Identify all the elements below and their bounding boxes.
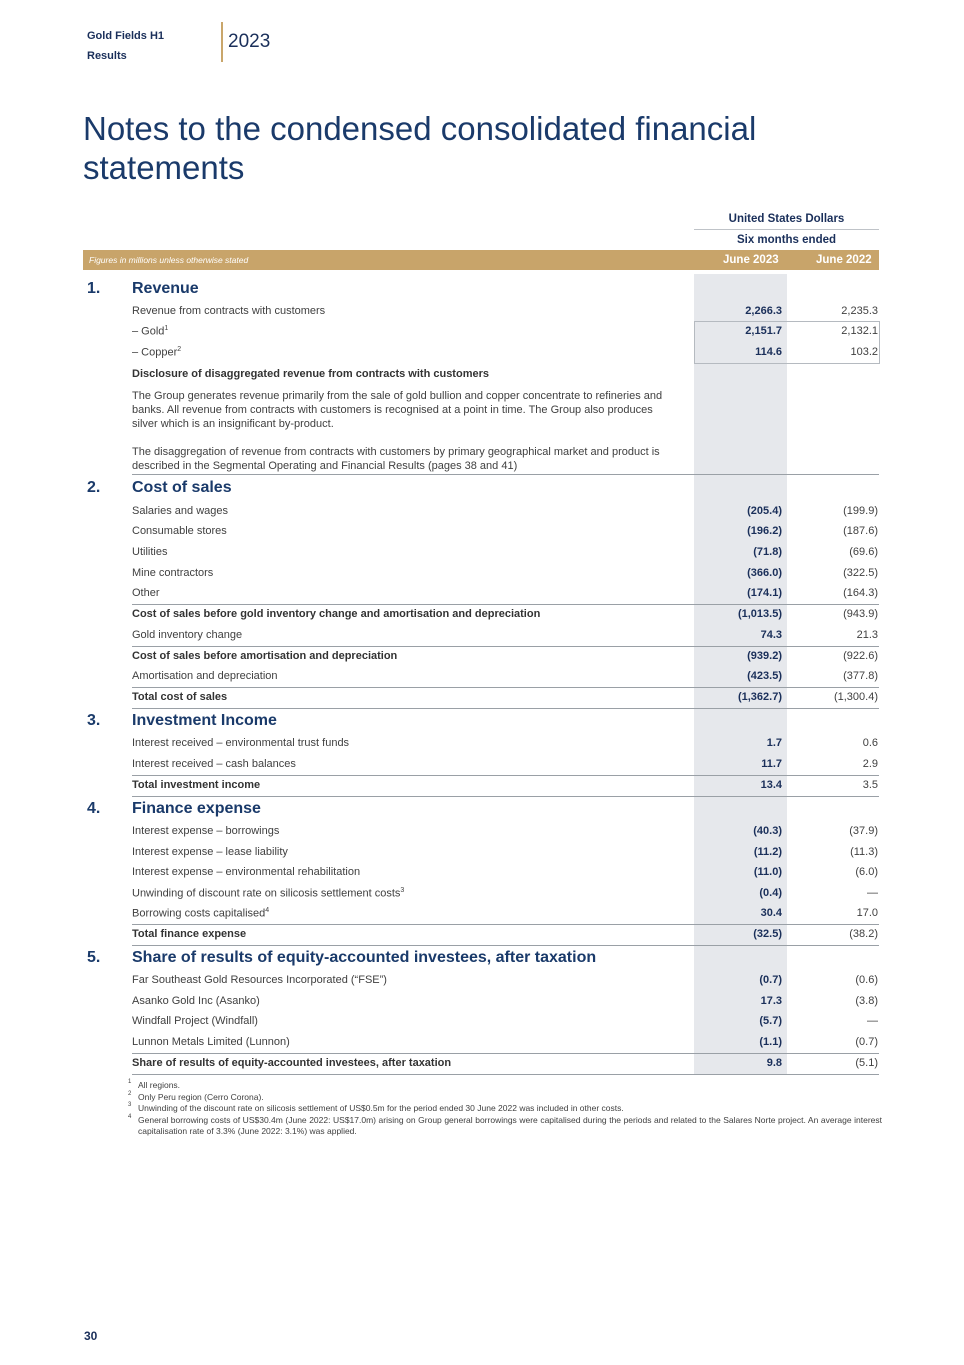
value-2022: (199.9) <box>843 505 878 517</box>
footnote-ref: 4 <box>265 907 270 914</box>
total-row <box>132 775 879 797</box>
disaggregation-paragraph: The disaggregation of revenue from contracts with customers by primary geographical market and product is described in the Segmental Operating and Financial Results (pages 38 and 41) <box>132 446 660 472</box>
section-number: 1. <box>87 280 101 297</box>
row-label <box>132 887 404 900</box>
section-divider <box>132 474 879 475</box>
row-label: Cost of sales before gold inventory change and amortisation and depreciation <box>132 608 541 620</box>
value-2022: (5.1) <box>855 1057 878 1069</box>
section-number: 4. <box>87 800 101 817</box>
value-2023: (366.0) <box>747 567 782 579</box>
table-row <box>132 502 879 522</box>
heading-divider <box>694 229 879 230</box>
section-title: Revenue <box>132 280 199 297</box>
total-row <box>132 687 879 709</box>
value-2022: (6.0) <box>855 866 878 878</box>
section-number: 2. <box>87 479 101 496</box>
row-label: Interest expense – borrowings <box>132 825 280 837</box>
row-label: Windfall Project (Windfall) <box>132 1015 258 1027</box>
value-2023: (0.4) <box>759 887 782 899</box>
table-row <box>132 822 879 842</box>
page-number: 30 <box>84 1329 98 1343</box>
header-year: 2023 <box>228 31 271 52</box>
row-label: Share of results of equity-accounted investees, after taxation <box>132 1057 452 1069</box>
total-row <box>132 924 879 946</box>
section-title: Investment Income <box>132 712 277 729</box>
header-company-block <box>87 26 164 66</box>
footnote <box>128 1080 882 1091</box>
row-label <box>132 346 181 359</box>
value-2022: (187.6) <box>843 525 878 537</box>
value-2023: (1.1) <box>759 1036 782 1048</box>
row-label: Asanko Gold Inc (Asanko) <box>132 995 260 1007</box>
section-finance-expense-heading <box>87 800 261 818</box>
value-2022: (37.9) <box>849 825 878 837</box>
disaggregation-subheading: Disclosure of disaggregated revenue from contracts with customers <box>132 368 489 380</box>
value-2022: (11.3) <box>850 846 878 858</box>
subtotal-row <box>132 646 879 667</box>
footnote-mark: 1 <box>128 1079 132 1085</box>
section-cost-of-sales-heading <box>87 479 232 497</box>
value-2023: (174.1) <box>747 587 782 599</box>
table-row <box>132 584 879 604</box>
section-revenue-heading <box>87 280 199 298</box>
revenue-paragraph: The Group generates revenue primarily from the sale of gold bullion and copper concentrate to refineries and banks. All revenue from contracts with customers is recognised at a point in time. The Group also produces silver which is an insignificant by-product. <box>132 390 663 430</box>
value-2022: 3.5 <box>862 779 878 791</box>
row-label: Total finance expense <box>132 928 247 940</box>
table-row <box>132 755 879 775</box>
table-row <box>132 884 879 904</box>
value-2023: (5.7) <box>759 1015 782 1027</box>
value-2023: (40.3) <box>753 825 782 837</box>
value-2022: (322.5) <box>843 567 878 579</box>
table-row <box>132 543 879 563</box>
footnote-ref: 1 <box>164 325 169 332</box>
row-label: Amortisation and depreciation <box>132 670 278 682</box>
footnote-mark: 2 <box>128 1091 132 1097</box>
value-2023: (205.4) <box>747 505 782 517</box>
row-label: Far Southeast Gold Resources Incorporated (“FSE”) <box>132 974 387 986</box>
row-label: Interest expense – environmental rehabilitation <box>132 866 361 878</box>
row-label: Total investment income <box>132 779 261 791</box>
header-divider <box>221 22 223 62</box>
row-label-text: Borrowing costs capitalised <box>132 907 266 920</box>
row-label: Interest received – environmental trust funds <box>132 737 350 749</box>
value-2023: 2,151.7 <box>745 325 782 337</box>
total-row <box>132 1053 879 1075</box>
footnote-text: Only Peru region (Cerro Corona). <box>138 1092 264 1102</box>
value-2023: 17.3 <box>760 995 782 1007</box>
value-2022: (0.6) <box>855 974 878 986</box>
header-company: Gold Fields H1 <box>87 30 165 42</box>
value-2022: (922.6) <box>843 650 878 662</box>
table-row <box>132 626 879 646</box>
section-title: Cost of sales <box>132 479 232 496</box>
table-header-band <box>83 250 879 270</box>
table-row <box>132 1012 879 1032</box>
col-june-2023: June 2023 <box>723 254 779 266</box>
value-2023: (11.0) <box>753 866 782 878</box>
footnote-ref: 3 <box>400 887 405 894</box>
value-2022: 0.6 <box>862 737 878 749</box>
value-2023: 30.4 <box>760 907 782 919</box>
section-investment-income-heading <box>87 712 277 730</box>
footnote-text: Unwinding of the discount rate on silicosis settlement of US$0.5m for the period ended 30 June 2022 was included in other costs. <box>138 1103 624 1113</box>
value-2022: 2.9 <box>862 758 878 770</box>
row-label <box>132 325 168 338</box>
table-row <box>132 904 879 924</box>
row-label-text: – Gold <box>132 325 165 338</box>
value-2022: 103.2 <box>850 346 878 358</box>
value-2023: (939.2) <box>747 650 782 662</box>
footnote-mark: 3 <box>128 1102 132 1108</box>
value-2022: (943.9) <box>843 608 878 620</box>
table-row <box>132 734 879 754</box>
value-2023: 13.4 <box>760 779 782 791</box>
row-label: Salaries and wages <box>132 505 229 517</box>
footnote <box>128 1092 882 1103</box>
table-row <box>132 843 879 863</box>
value-2023: (71.8) <box>753 546 782 558</box>
value-2022: 2,235.3 <box>841 305 878 317</box>
value-2022: (3.8) <box>855 995 878 1007</box>
units-note: Figures in millions unless otherwise stated <box>89 255 249 265</box>
section-title: Finance expense <box>132 800 261 817</box>
subtotal-row <box>132 604 879 625</box>
value-2023: (1,013.5) <box>737 608 782 620</box>
table-row <box>132 302 879 322</box>
section-number: 5. <box>87 949 101 966</box>
table-row <box>132 971 879 991</box>
header-subtitle: Results <box>87 50 127 62</box>
value-2023: 9.8 <box>766 1057 782 1069</box>
row-label: Gold inventory change <box>132 629 243 641</box>
currency-heading: United States Dollars <box>728 213 845 225</box>
page-title: Notes to the condensed consolidated financial statements <box>83 110 757 186</box>
value-2023: (32.5) <box>753 928 782 940</box>
row-label-text: – Copper <box>132 346 178 359</box>
value-2022: (0.7) <box>855 1036 878 1048</box>
table-row <box>132 863 879 883</box>
value-2023: (423.5) <box>747 670 782 682</box>
value-2023: 2,266.3 <box>745 305 782 317</box>
footnote-text: All regions. <box>138 1080 181 1090</box>
value-2023: 1.7 <box>766 737 782 749</box>
value-2022: (164.3) <box>843 587 878 599</box>
row-label-text: Unwinding of discount rate on silicosis settlement costs <box>132 887 401 900</box>
row-label: Consumable stores <box>132 525 227 537</box>
value-2022: (377.8) <box>843 670 878 682</box>
row-label <box>132 907 269 920</box>
table-row <box>132 322 879 342</box>
value-2023: (196.2) <box>747 525 782 537</box>
table-row <box>132 522 879 542</box>
row-label: Interest received – cash balances <box>132 758 296 770</box>
footnote <box>128 1103 882 1114</box>
value-2023: (1,362.7) <box>737 691 782 703</box>
value-2022: 17.0 <box>856 907 878 919</box>
row-label: Utilities <box>132 546 168 558</box>
row-label: Other <box>132 587 160 599</box>
value-2023: 74.3 <box>760 629 782 641</box>
footnote-ref: 2 <box>177 346 182 353</box>
row-label: Mine contractors <box>132 567 214 579</box>
value-2023: 114.6 <box>755 346 782 358</box>
period-heading: Six months ended <box>736 234 837 246</box>
value-2023: (11.2) <box>753 846 782 858</box>
footnote-mark: 4 <box>128 1114 132 1120</box>
row-label: Total cost of sales <box>132 691 228 703</box>
row-label: Interest expense – lease liability <box>132 846 288 858</box>
section-number: 3. <box>87 712 101 729</box>
row-label: Lunnon Metals Limited (Lunnon) <box>132 1036 290 1048</box>
footnote-text: General borrowing costs of US$30.4m (June 2022: US$17.0m) arising on Group general borrowings were capitalised during the periods and related to the Salares Norte project. An average interest capitalisation rate of 3.3% (June 2022: 3.1%) was applied. <box>138 1115 882 1136</box>
table-row <box>132 667 879 687</box>
footnote <box>128 1115 882 1137</box>
table-row <box>132 564 879 584</box>
table-row <box>132 1033 879 1053</box>
table-row <box>132 992 879 1012</box>
col-june-2022: June 2022 <box>816 254 872 266</box>
value-2023: (0.7) <box>759 974 782 986</box>
row-label: Revenue from contracts with customers <box>132 305 326 317</box>
table-row <box>132 343 879 363</box>
row-label: Cost of sales before amortisation and depreciation <box>132 650 398 662</box>
value-2022: 21.3 <box>856 629 878 641</box>
value-2022: 2,132.1 <box>841 325 878 337</box>
value-2022: (38.2) <box>849 928 878 940</box>
section-equity-investees-heading <box>87 949 596 967</box>
value-2023: 11.7 <box>761 758 782 770</box>
value-2022: (1,300.4) <box>833 691 878 703</box>
section-title: Share of results of equity-accounted investees, after taxation <box>132 949 597 966</box>
value-2022: — <box>867 887 878 899</box>
value-2022: — <box>867 1015 878 1027</box>
value-2022: (69.6) <box>849 546 878 558</box>
